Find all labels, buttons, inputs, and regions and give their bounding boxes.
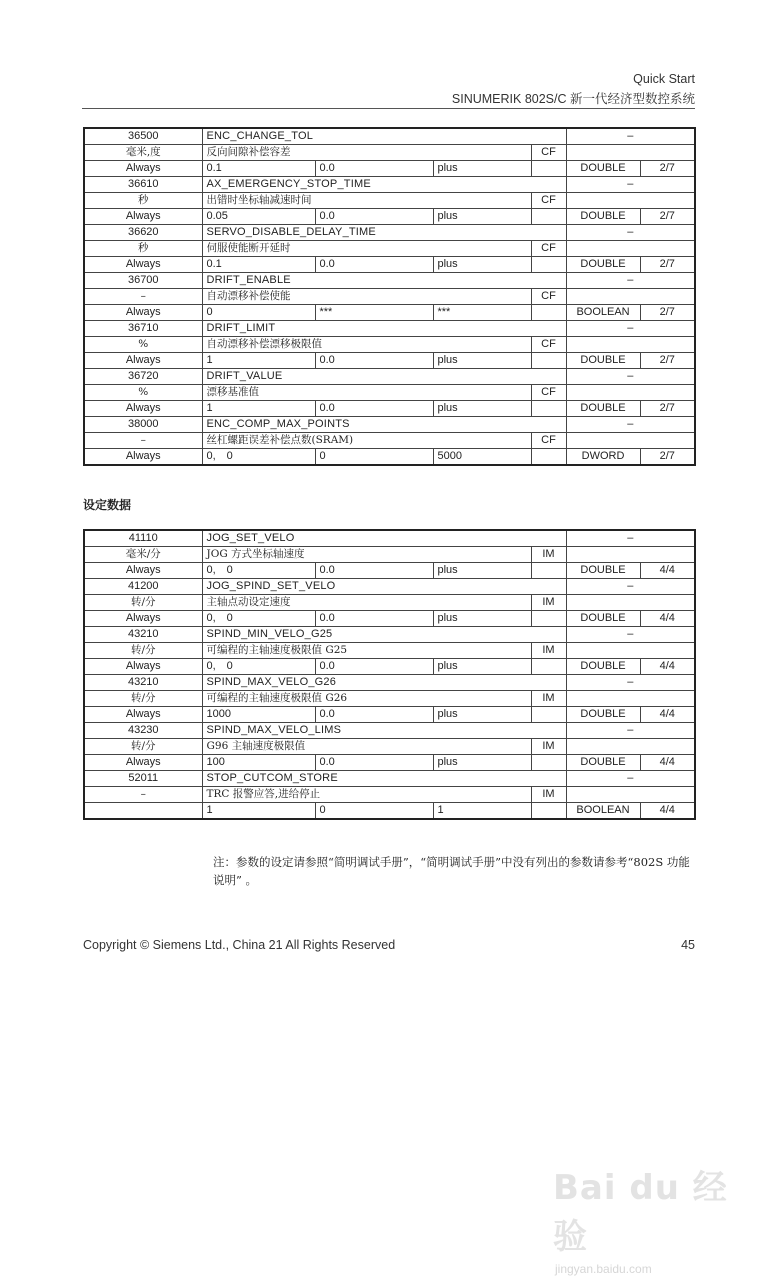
param-empty bbox=[531, 803, 566, 820]
param-activation: IM bbox=[531, 547, 566, 563]
param-default: 0, 0 bbox=[202, 449, 315, 466]
param-name: DRIFT_LIMIT bbox=[202, 321, 566, 337]
param-unit: 转/分 bbox=[84, 643, 202, 659]
param-empty bbox=[531, 401, 566, 417]
param-name: JOG_SET_VELO bbox=[202, 530, 566, 547]
param-id-row bbox=[84, 579, 695, 595]
param-name: SERVO_DISABLE_DELAY_TIME bbox=[202, 225, 566, 241]
param-unit-system: – bbox=[566, 177, 695, 193]
param-level: Always bbox=[84, 659, 202, 675]
param-name: SPIND_MIN_VELO_G25 bbox=[202, 627, 566, 643]
param-min: *** bbox=[315, 305, 433, 321]
copyright-text: Copyright © Siemens Ltd., China 21 All Rights Reserved bbox=[83, 938, 396, 952]
param-values-row bbox=[84, 563, 695, 579]
param-number: 41200 bbox=[84, 579, 202, 595]
param-level: Always bbox=[84, 161, 202, 177]
param-empty bbox=[566, 289, 695, 305]
param-unit: – bbox=[84, 289, 202, 305]
param-name: STOP_CUTCOM_STORE bbox=[202, 771, 566, 787]
param-unit: – bbox=[84, 787, 202, 803]
param-id-row bbox=[84, 273, 695, 289]
param-values-row bbox=[84, 449, 695, 466]
param-access: 4/4 bbox=[640, 755, 695, 771]
param-name: SPIND_MAX_VELO_G26 bbox=[202, 675, 566, 691]
param-values-row bbox=[84, 161, 695, 177]
param-empty bbox=[566, 145, 695, 161]
param-description: 丝杠螺距误差补偿点数(SRAM) bbox=[202, 433, 531, 449]
param-empty bbox=[566, 787, 695, 803]
param-level: Always bbox=[84, 563, 202, 579]
param-description: G96 主轴速度极限值 bbox=[202, 739, 531, 755]
param-number: 43230 bbox=[84, 723, 202, 739]
param-max: plus bbox=[433, 209, 531, 225]
param-id-row bbox=[84, 321, 695, 337]
param-min: 0.0 bbox=[315, 563, 433, 579]
param-empty bbox=[566, 385, 695, 401]
param-description: 漂移基准值 bbox=[202, 385, 531, 401]
param-empty bbox=[566, 337, 695, 353]
param-min: 0.0 bbox=[315, 611, 433, 627]
param-activation: IM bbox=[531, 643, 566, 659]
param-id-row bbox=[84, 128, 695, 145]
param-values-row bbox=[84, 353, 695, 369]
param-default: 1000 bbox=[202, 707, 315, 723]
param-level: Always bbox=[84, 257, 202, 273]
param-description: 出错时坐标轴减速时间 bbox=[202, 193, 531, 209]
param-activation: CF bbox=[531, 337, 566, 353]
param-empty bbox=[566, 691, 695, 707]
param-type: DOUBLE bbox=[566, 209, 640, 225]
param-min: 0.0 bbox=[315, 161, 433, 177]
param-min: 0 bbox=[315, 449, 433, 466]
param-min: 0.0 bbox=[315, 401, 433, 417]
param-max: plus bbox=[433, 563, 531, 579]
param-type: DOUBLE bbox=[566, 257, 640, 273]
param-number: 36720 bbox=[84, 369, 202, 385]
param-default: 0 bbox=[202, 305, 315, 321]
param-empty bbox=[566, 739, 695, 755]
param-number: 43210 bbox=[84, 675, 202, 691]
param-min: 0.0 bbox=[315, 353, 433, 369]
param-id-row bbox=[84, 530, 695, 547]
param-unit-system: – bbox=[566, 417, 695, 433]
param-desc-row bbox=[84, 193, 695, 209]
param-id-row bbox=[84, 369, 695, 385]
param-type: DOUBLE bbox=[566, 707, 640, 723]
header-subtitle: SINUMERIK 802S/C 新一代经济型数控系统 bbox=[451, 92, 695, 106]
param-empty bbox=[531, 161, 566, 177]
param-unit: % bbox=[84, 337, 202, 353]
param-level: Always bbox=[84, 209, 202, 225]
param-name: AX_EMERGENCY_STOP_TIME bbox=[202, 177, 566, 193]
param-level: Always bbox=[84, 305, 202, 321]
param-access: 4/4 bbox=[640, 707, 695, 723]
param-activation: CF bbox=[531, 193, 566, 209]
param-access: 2/7 bbox=[640, 257, 695, 273]
param-activation: IM bbox=[531, 691, 566, 707]
param-empty bbox=[566, 433, 695, 449]
param-type: DOUBLE bbox=[566, 755, 640, 771]
param-name: JOG_SPIND_SET_VELO bbox=[202, 579, 566, 595]
param-max: plus bbox=[433, 755, 531, 771]
param-values-row bbox=[84, 611, 695, 627]
param-number: 36700 bbox=[84, 273, 202, 289]
param-unit-system: – bbox=[566, 579, 695, 595]
param-level: Always bbox=[84, 401, 202, 417]
param-id-row bbox=[84, 771, 695, 787]
param-empty bbox=[531, 611, 566, 627]
param-unit-system: – bbox=[566, 723, 695, 739]
param-number: 43210 bbox=[84, 627, 202, 643]
param-desc-row bbox=[84, 433, 695, 449]
param-unit-system: – bbox=[566, 675, 695, 691]
watermark-url: jingyan.baidu.com bbox=[555, 1262, 652, 1276]
header-title: Quick Start bbox=[633, 72, 695, 86]
param-description: 可编程的主轴速度极限值 G26 bbox=[202, 691, 531, 707]
page-number: 45 bbox=[681, 938, 695, 952]
param-access: 4/4 bbox=[640, 803, 695, 820]
param-unit-system: – bbox=[566, 128, 695, 145]
param-values-row bbox=[84, 209, 695, 225]
machine-data-table bbox=[83, 127, 696, 466]
param-id-row bbox=[84, 225, 695, 241]
param-activation: CF bbox=[531, 241, 566, 257]
param-name: DRIFT_VALUE bbox=[202, 369, 566, 385]
param-type: DOUBLE bbox=[566, 161, 640, 177]
param-unit: 转/分 bbox=[84, 691, 202, 707]
param-access: 2/7 bbox=[640, 209, 695, 225]
param-number: 36500 bbox=[84, 128, 202, 145]
param-desc-row bbox=[84, 289, 695, 305]
param-max: 1 bbox=[433, 803, 531, 820]
param-description: 反向间隙补偿容差 bbox=[202, 145, 531, 161]
param-level: Always bbox=[84, 353, 202, 369]
param-type: DOUBLE bbox=[566, 353, 640, 369]
param-unit-system: – bbox=[566, 369, 695, 385]
header-rule bbox=[82, 108, 695, 109]
watermark-logo: Bai du 经验 bbox=[553, 1168, 728, 1257]
param-desc-row bbox=[84, 691, 695, 707]
param-desc-row bbox=[84, 337, 695, 353]
param-desc-row bbox=[84, 643, 695, 659]
param-unit: – bbox=[84, 433, 202, 449]
param-max: plus bbox=[433, 401, 531, 417]
param-max: plus bbox=[433, 161, 531, 177]
param-unit-system: – bbox=[566, 273, 695, 289]
param-min: 0.0 bbox=[315, 755, 433, 771]
param-values-row bbox=[84, 755, 695, 771]
param-unit: 转/分 bbox=[84, 739, 202, 755]
param-unit-system: – bbox=[566, 530, 695, 547]
param-description: 自动漂移补偿使能 bbox=[202, 289, 531, 305]
param-default: 0, 0 bbox=[202, 611, 315, 627]
param-unit: 转/分 bbox=[84, 595, 202, 611]
param-max: *** bbox=[433, 305, 531, 321]
param-access: 2/7 bbox=[640, 305, 695, 321]
param-description: 主轴点动设定速度 bbox=[202, 595, 531, 611]
param-level: Always bbox=[84, 707, 202, 723]
param-description: 自动漂移补偿漂移极限值 bbox=[202, 337, 531, 353]
param-max: plus bbox=[433, 659, 531, 675]
param-access: 2/7 bbox=[640, 353, 695, 369]
param-unit: % bbox=[84, 385, 202, 401]
param-level: Always bbox=[84, 449, 202, 466]
param-empty bbox=[531, 305, 566, 321]
param-level bbox=[84, 803, 202, 820]
param-empty bbox=[566, 595, 695, 611]
param-id-row bbox=[84, 675, 695, 691]
param-desc-row bbox=[84, 385, 695, 401]
param-access: 2/7 bbox=[640, 449, 695, 466]
param-max: plus bbox=[433, 611, 531, 627]
param-activation: IM bbox=[531, 739, 566, 755]
param-empty bbox=[566, 193, 695, 209]
param-desc-row bbox=[84, 787, 695, 803]
param-name: ENC_COMP_MAX_POINTS bbox=[202, 417, 566, 433]
param-min: 0.0 bbox=[315, 257, 433, 273]
footnote: 注：参数的设定请参照“简明调试手册”，“简明调试手册”中没有列出的参数请参考“802S 功能说明” 。 bbox=[213, 855, 690, 887]
param-type: BOOLEAN bbox=[566, 305, 640, 321]
param-empty bbox=[531, 257, 566, 273]
param-empty bbox=[531, 209, 566, 225]
param-default: 0.1 bbox=[202, 161, 315, 177]
param-id-row bbox=[84, 417, 695, 433]
param-empty bbox=[566, 643, 695, 659]
param-number: 38000 bbox=[84, 417, 202, 433]
param-values-row bbox=[84, 257, 695, 273]
param-id-row bbox=[84, 627, 695, 643]
param-empty bbox=[531, 449, 566, 466]
param-desc-row bbox=[84, 241, 695, 257]
param-name: DRIFT_ENABLE bbox=[202, 273, 566, 289]
setting-data-table bbox=[83, 529, 696, 820]
param-default: 0.1 bbox=[202, 257, 315, 273]
param-values-row bbox=[84, 305, 695, 321]
baidu-jingyan-watermark bbox=[553, 1160, 733, 1276]
param-empty bbox=[531, 755, 566, 771]
param-unit: 秒 bbox=[84, 193, 202, 209]
param-number: 52011 bbox=[84, 771, 202, 787]
param-type: DOUBLE bbox=[566, 611, 640, 627]
param-description: TRC 报警应答,进给停止 bbox=[202, 787, 531, 803]
param-id-row bbox=[84, 723, 695, 739]
param-unit: 秒 bbox=[84, 241, 202, 257]
param-values-row bbox=[84, 707, 695, 723]
param-number: 36610 bbox=[84, 177, 202, 193]
param-type: DOUBLE bbox=[566, 659, 640, 675]
param-default: 0.05 bbox=[202, 209, 315, 225]
param-name: SPIND_MAX_VELO_LIMS bbox=[202, 723, 566, 739]
param-unit: 毫米,度 bbox=[84, 145, 202, 161]
param-default: 100 bbox=[202, 755, 315, 771]
param-unit-system: – bbox=[566, 225, 695, 241]
param-default: 1 bbox=[202, 401, 315, 417]
param-level: Always bbox=[84, 611, 202, 627]
param-unit-system: – bbox=[566, 627, 695, 643]
param-desc-row bbox=[84, 595, 695, 611]
param-access: 4/4 bbox=[640, 659, 695, 675]
param-min: 0.0 bbox=[315, 659, 433, 675]
param-min: 0.0 bbox=[315, 209, 433, 225]
param-values-row bbox=[84, 803, 695, 820]
param-description: 可编程的主轴速度极限值 G25 bbox=[202, 643, 531, 659]
param-activation: CF bbox=[531, 385, 566, 401]
param-min: 0 bbox=[315, 803, 433, 820]
param-values-row bbox=[84, 401, 695, 417]
param-empty bbox=[566, 241, 695, 257]
section-title: 设定数据 bbox=[83, 498, 132, 512]
param-number: 36620 bbox=[84, 225, 202, 241]
param-type: DWORD bbox=[566, 449, 640, 466]
param-values-row bbox=[84, 659, 695, 675]
param-empty bbox=[531, 563, 566, 579]
param-desc-row bbox=[84, 547, 695, 563]
param-activation: CF bbox=[531, 145, 566, 161]
param-min: 0.0 bbox=[315, 707, 433, 723]
param-activation: CF bbox=[531, 433, 566, 449]
param-desc-row bbox=[84, 145, 695, 161]
param-activation: CF bbox=[531, 289, 566, 305]
param-max: 5000 bbox=[433, 449, 531, 466]
param-type: DOUBLE bbox=[566, 401, 640, 417]
param-number: 41110 bbox=[84, 530, 202, 547]
param-desc-row bbox=[84, 739, 695, 755]
param-access: 2/7 bbox=[640, 161, 695, 177]
param-activation: IM bbox=[531, 595, 566, 611]
param-id-row bbox=[84, 177, 695, 193]
param-max: plus bbox=[433, 257, 531, 273]
param-type: BOOLEAN bbox=[566, 803, 640, 820]
param-activation: IM bbox=[531, 787, 566, 803]
param-access: 2/7 bbox=[640, 401, 695, 417]
param-empty bbox=[566, 547, 695, 563]
param-access: 4/4 bbox=[640, 611, 695, 627]
param-default: 0, 0 bbox=[202, 659, 315, 675]
param-unit-system: – bbox=[566, 321, 695, 337]
param-description: 伺服使能断开延时 bbox=[202, 241, 531, 257]
param-empty bbox=[531, 707, 566, 723]
param-default: 1 bbox=[202, 353, 315, 369]
param-type: DOUBLE bbox=[566, 563, 640, 579]
param-name: ENC_CHANGE_TOL bbox=[202, 128, 566, 145]
param-description: JOG 方式坐标轴速度 bbox=[202, 547, 531, 563]
param-empty bbox=[531, 353, 566, 369]
param-unit-system: – bbox=[566, 771, 695, 787]
param-max: plus bbox=[433, 707, 531, 723]
param-access: 4/4 bbox=[640, 563, 695, 579]
param-default: 0, 0 bbox=[202, 563, 315, 579]
param-number: 36710 bbox=[84, 321, 202, 337]
param-max: plus bbox=[433, 353, 531, 369]
param-unit: 毫米/分 bbox=[84, 547, 202, 563]
param-default: 1 bbox=[202, 803, 315, 820]
param-level: Always bbox=[84, 755, 202, 771]
param-empty bbox=[531, 659, 566, 675]
